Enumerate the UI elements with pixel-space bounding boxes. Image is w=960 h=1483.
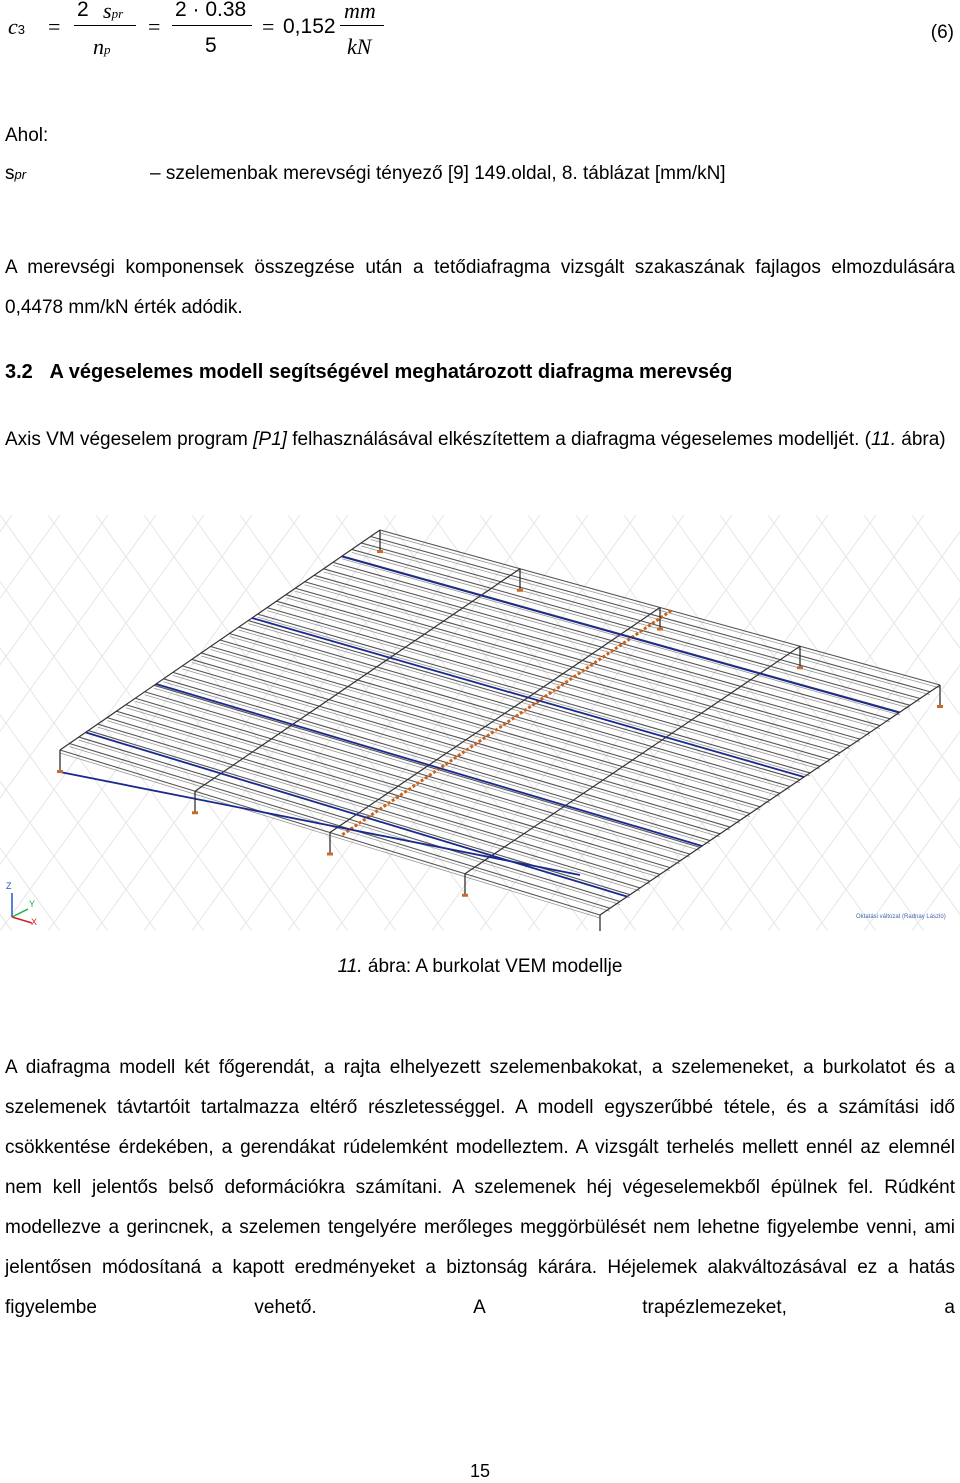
frac1-num-sub: pr: [111, 6, 124, 21]
fem-model-render: [0, 515, 960, 931]
page-number: 15: [469, 1461, 491, 1481]
where-label: Ahol:: [5, 125, 49, 146]
support-base: [327, 853, 333, 856]
unit-line: [340, 25, 384, 26]
where-definition: – szelemenbak merevségi tényező [9] 149.oldal, 8. táblázat [mm/kN]: [150, 163, 726, 184]
frac1-den: [93, 34, 111, 60]
section-number: 3.2: [5, 361, 33, 383]
para2-text-c: ábra): [896, 429, 946, 450]
para2-figure-ref[interactable]: 11.: [870, 429, 896, 450]
section-heading: [5, 361, 732, 384]
frac2-den: 5: [205, 34, 217, 57]
paragraph-1: A merevségi komponensek összegzése után a tetődiafragma vizsgált szakaszának fajlagos elmozdulására 0,4478 mm/kN érték adódik.: [5, 257, 955, 318]
where-symbol-s: s: [5, 163, 15, 184]
para2-text-b: felhasználásával elkészítettem a diafragma végeselemes modelljét. (: [286, 429, 871, 450]
para2-text-a: Axis VM végeselem program: [5, 429, 254, 450]
formula-equals-3: =: [262, 14, 275, 39]
support-base: [192, 811, 198, 814]
support-base: [797, 666, 803, 669]
formula-lhs-sub: 3: [17, 22, 25, 37]
paragraph-2: [5, 420, 955, 460]
unit-den: kN: [347, 34, 372, 59]
support-base: [517, 589, 523, 592]
unit-num: mm: [344, 0, 376, 23]
watermark-text: Oktatási változat (Radnay László): [856, 914, 946, 920]
figure-caption: [0, 956, 960, 978]
axis-y-label: Y: [29, 899, 36, 909]
frac2-line: [172, 25, 252, 26]
frac1-num-coef: 2: [77, 0, 89, 21]
paragraph-3: A diafragma modell két főgerendát, a rajta elhelyezett szelemenbakokat, a szelemeneket, a burkolatot és a szelemenek távtartóit tartalmazza eltérő részletességgel. A modell egyszerűbbé tétele, és a számítási idő csökkentése érdekében, a gerendákat rúdelemként modelleztem. A vizsgált terhelés mellett ennél az elemnél nem kell jelentős belső deformációkra számítani. A szelemenek héj végeselemekből épülnek fel. Rúdként modellezve a gerincnek, a szelemen tengelyére merőleges meggörbülését nem lehetne figyelembe venni, ami jelentősen módosítaná a kapott eredményeket a biztonság kárára. Héjelemek alakváltozásával ez a hatás figyelembe vehető. A trapézlemezeket, a: [5, 1057, 955, 1318]
figure-fem-model: [0, 515, 960, 931]
support-base: [462, 894, 468, 897]
equation-number: (6): [930, 22, 954, 43]
support-base: [377, 550, 383, 553]
axis-z-label: Z: [6, 881, 12, 891]
support-base: [57, 770, 63, 773]
where-symbol: [5, 163, 26, 186]
formula-equals-2: =: [148, 14, 161, 39]
frac2-num: 2 · 0.38: [175, 0, 247, 21]
frac1-line: [74, 25, 136, 26]
frac1-num-symbol: s: [103, 0, 112, 23]
support-base: [937, 705, 943, 708]
frac1-den-sub: p: [104, 42, 111, 57]
formula-result: 0,152: [283, 15, 336, 38]
section-title: A végeselemes modell segítségével meghatározott diafragma merevség: [49, 361, 733, 383]
para2-reference[interactable]: [P1]: [253, 429, 287, 450]
formula-lhs: [8, 14, 25, 40]
where-symbol-sub: pr: [14, 167, 27, 182]
caption-number: 11.: [337, 956, 363, 977]
caption-text: ábra: A burkolat VEM modellje: [362, 956, 623, 977]
formula-lhs-symbol: c: [8, 14, 18, 39]
support-base: [657, 628, 663, 631]
formula-equals-1: =: [48, 14, 61, 39]
frac1-num: [103, 0, 123, 24]
axis-x-label: X: [31, 917, 38, 927]
frac1-den-symbol: n: [93, 34, 104, 59]
